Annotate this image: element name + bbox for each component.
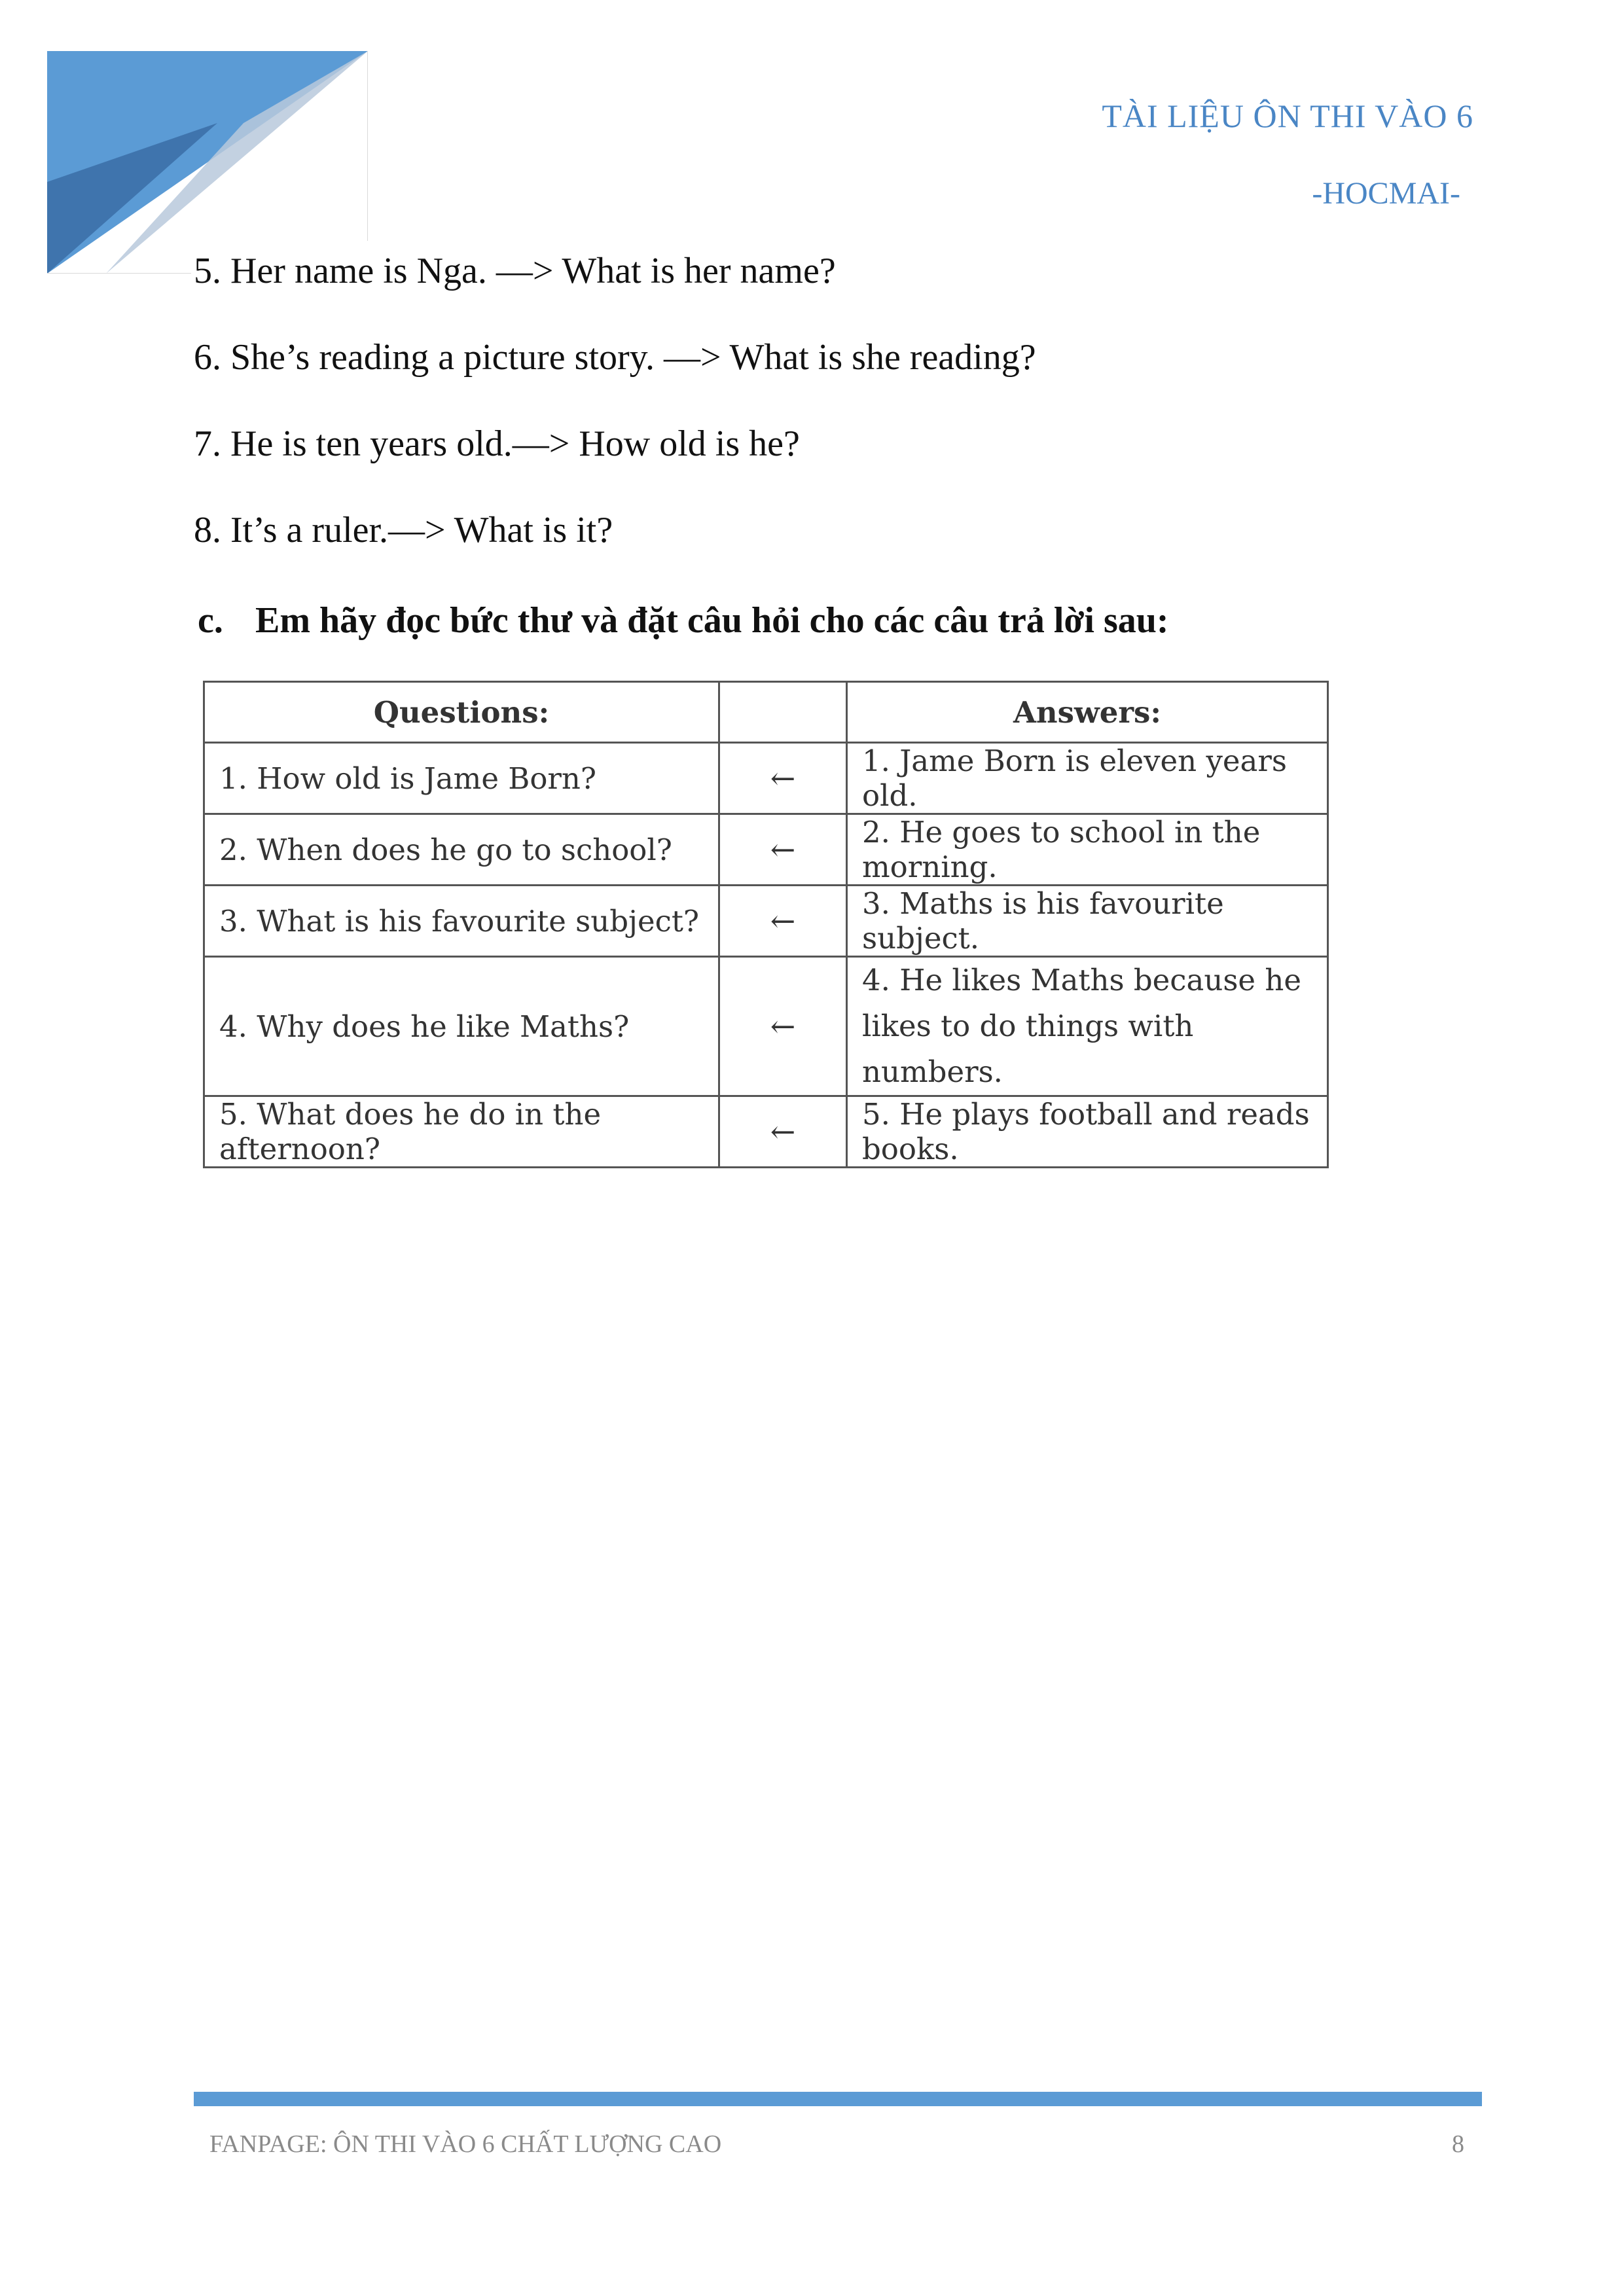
left-arrow-icon: ← (719, 886, 847, 957)
table-row (204, 1096, 1328, 1168)
answer-cell: 4. He likes Maths because he likes to do things with numbers. (847, 957, 1328, 1096)
left-arrow-icon: ← (719, 1096, 847, 1168)
corner-decoration (47, 51, 368, 274)
answer-line-6: 6. She’s reading a picture story. —> What is she reading? (194, 337, 1036, 378)
section-c-marker: c. (198, 600, 223, 641)
table-row (204, 957, 1328, 1096)
table-header-row (204, 682, 1328, 743)
left-arrow-icon: ← (719, 957, 847, 1096)
question-cell: 2. When does he go to school? (204, 814, 719, 886)
answer-cell: 2. He goes to school in the morning. (847, 814, 1328, 886)
questions-header: Questions: (204, 682, 719, 743)
section-c-heading (198, 600, 1169, 641)
answer-line-8: 8. It’s a ruler.—> What is it? (194, 510, 613, 550)
questions-answers-table (203, 681, 1329, 1168)
section-c-instruction: Em hãy đọc bức thư và đặt câu hỏi cho các câu trả lời sau: (255, 600, 1169, 641)
footer-fanpage-text: FANPAGE: ÔN THI VÀO 6 CHẤT LƯỢNG CAO (209, 2130, 722, 2158)
footer-bar (194, 2092, 1482, 2106)
table-row (204, 886, 1328, 957)
left-arrow-icon: ← (719, 814, 847, 886)
answer-line-7: 7. He is ten years old.—> How old is he? (194, 423, 800, 464)
question-cell: 3. What is his favourite subject? (204, 886, 719, 957)
question-cell: 1. How old is Jame Born? (204, 743, 719, 814)
page-number: 8 (1452, 2130, 1464, 2158)
left-arrow-icon: ← (719, 743, 847, 814)
answer-cell: 5. He plays football and reads books. (847, 1096, 1328, 1168)
arrow-header (719, 682, 847, 743)
question-cell: 5. What does he do in the afternoon? (204, 1096, 719, 1168)
answer-line-5: 5. Her name is Nga. —> What is her name? (194, 251, 836, 291)
table-row (204, 814, 1328, 886)
answer-cell: 3. Maths is his favourite subject. (847, 886, 1328, 957)
table-row (204, 743, 1328, 814)
header-title: TÀI LIỆU ÔN THI VÀO 6 (1102, 98, 1473, 134)
answer-cell: 1. Jame Born is eleven years old. (847, 743, 1328, 814)
answers-header: Answers: (847, 682, 1328, 743)
header-brand: -HOCMAI- (1312, 176, 1460, 211)
question-cell: 4. Why does he like Maths? (204, 957, 719, 1096)
